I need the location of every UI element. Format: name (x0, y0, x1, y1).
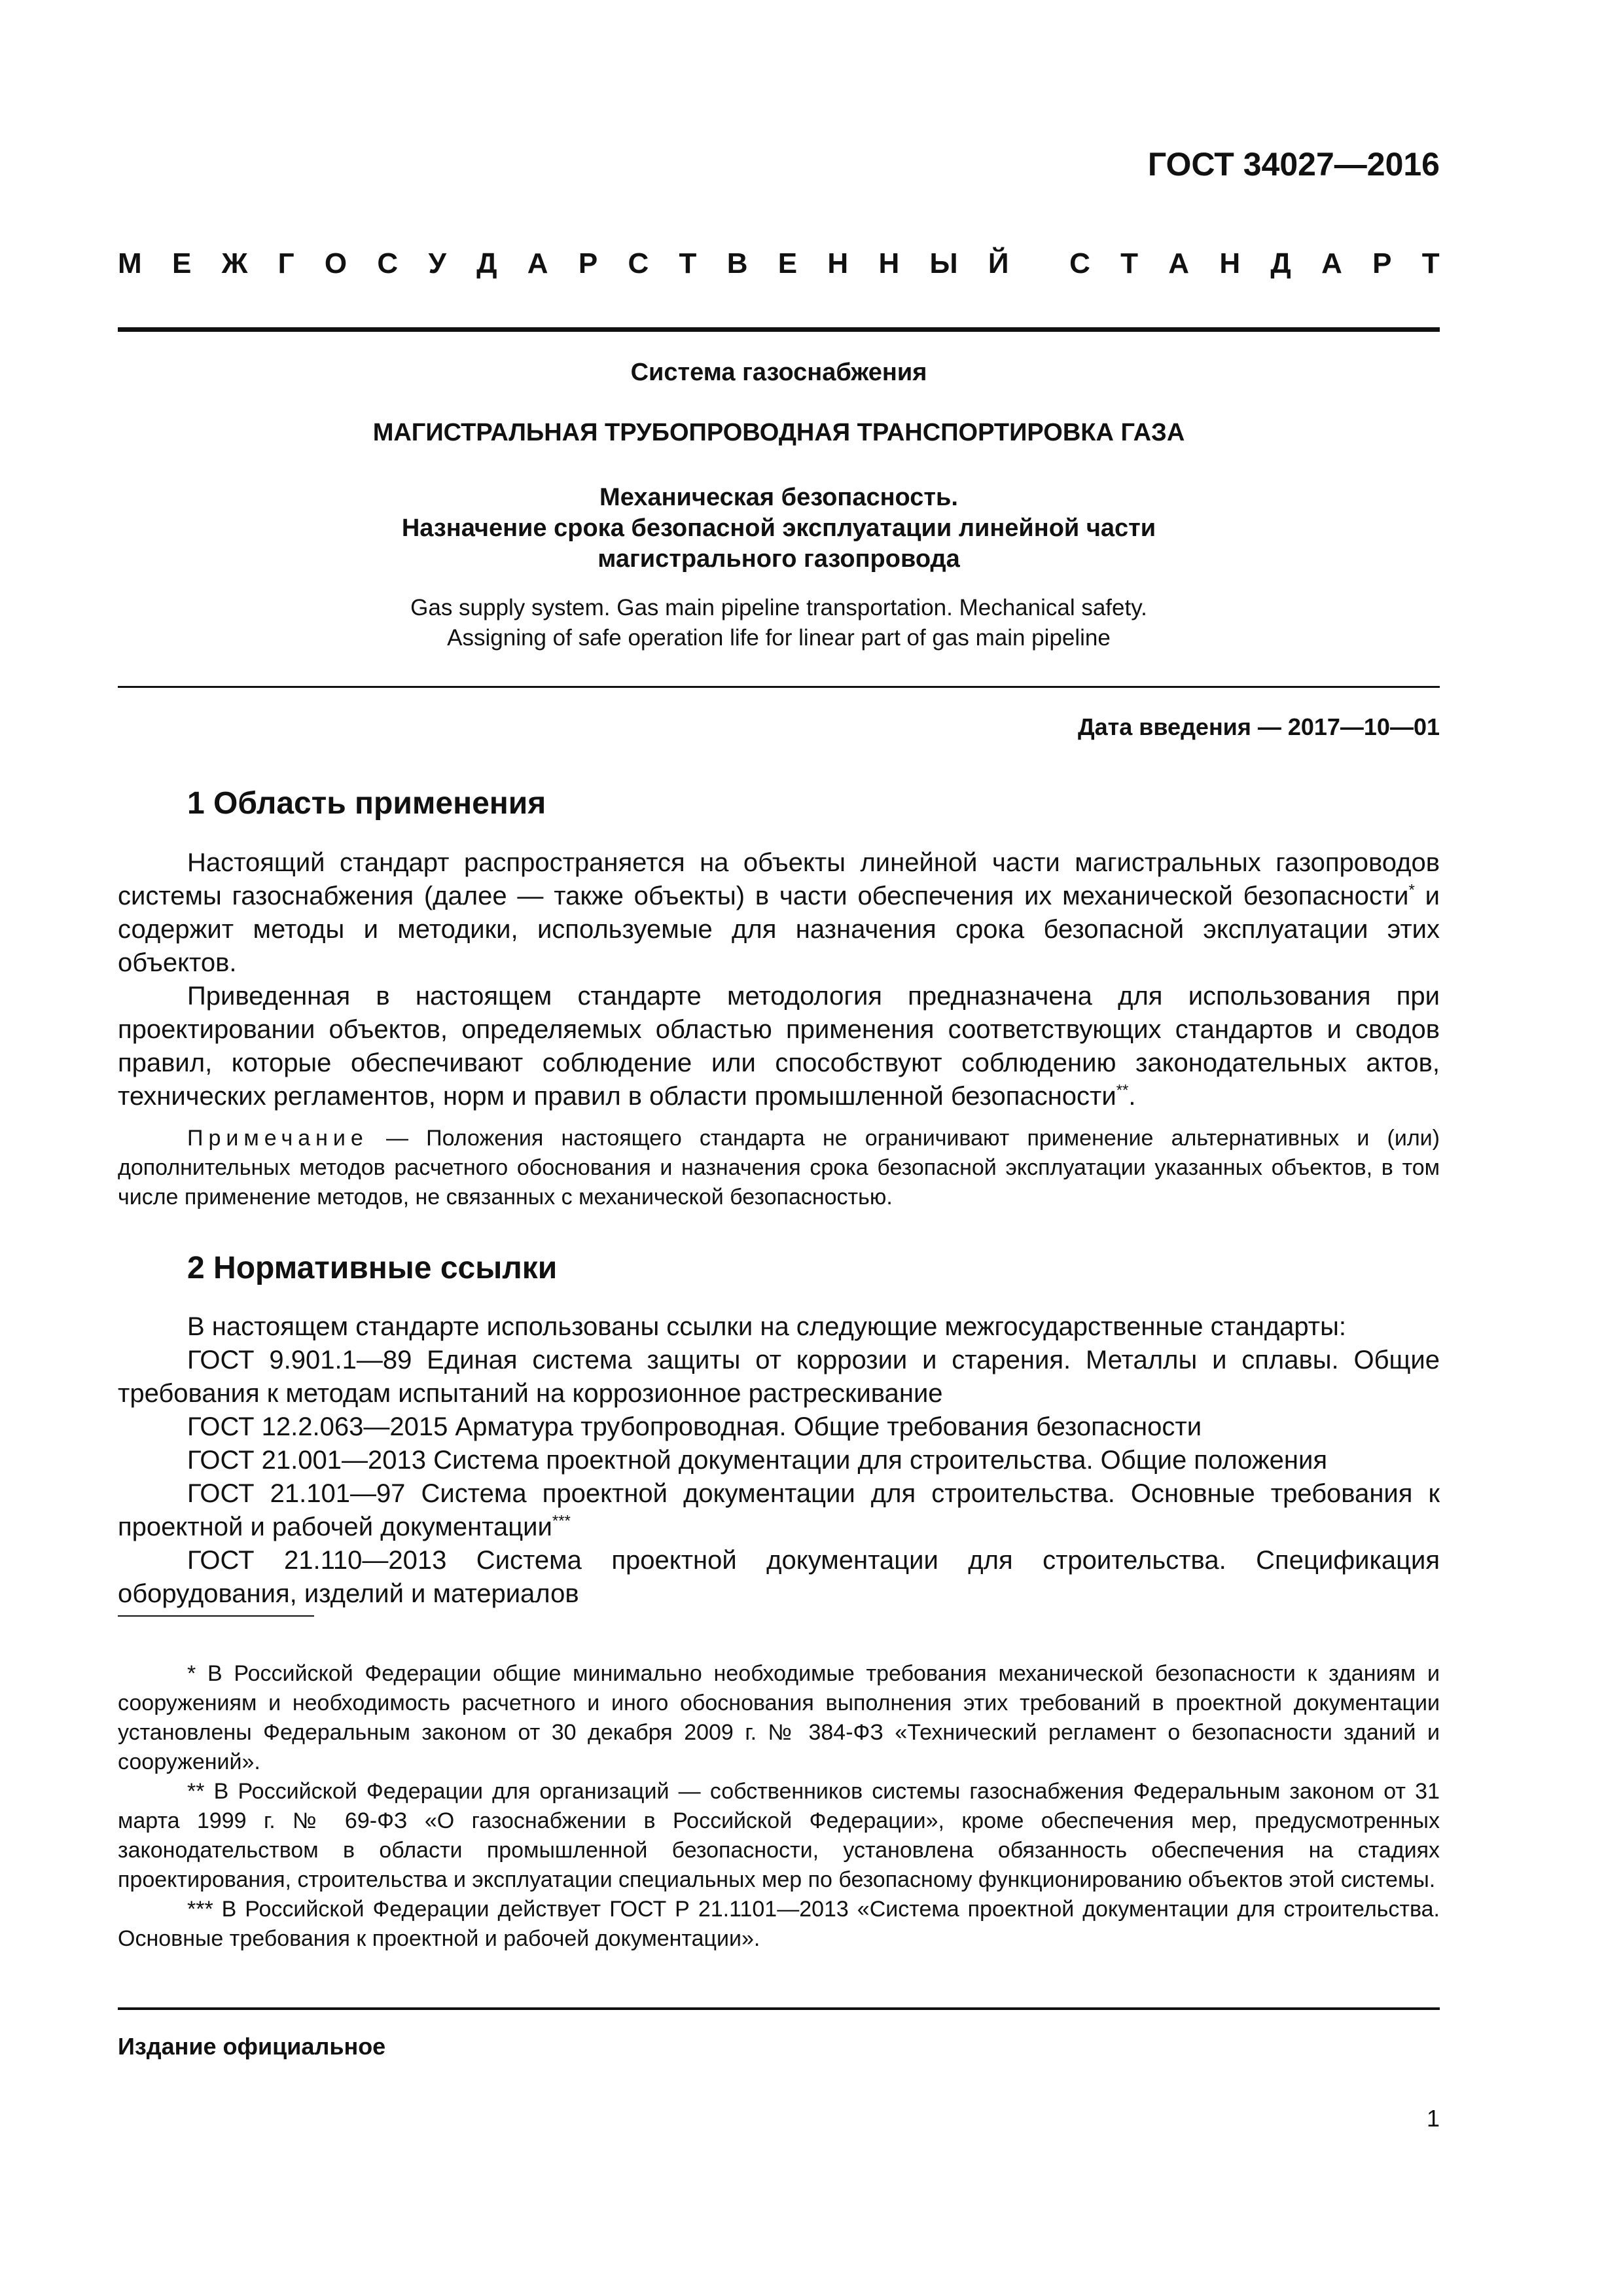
banner-letter: С (377, 247, 399, 279)
english-title-line: Assigning of safe operation life for linear part of gas main pipeline (447, 625, 1111, 651)
system-title: Система газоснабжения (630, 359, 927, 386)
banner-letter: Е (171, 247, 192, 279)
sub-title-line: Назначение срока безопасной эксплуатации линейной части (401, 514, 1156, 542)
document-number: ГОСТ 34027—2016 (1147, 146, 1440, 183)
banner-letter: Н (878, 247, 900, 279)
banner-letter: Й (988, 247, 1009, 279)
footnote: * В Российской Федерации общие минимально необходимые требования механической безопасности к зданиям и сооружениям и необходимость расчетного и иного обоснования выполнения этих требований в проектной документации установлены Федеральным законом от 30 декабря 2009 г. № 384-ФЗ «Технический регламент о безопасности зданий и сооружений». (118, 1661, 1440, 1774)
official-edition-label: Издание официальное (118, 2033, 386, 2060)
section-1-note (118, 1124, 1440, 1212)
banner-letter: В (726, 247, 748, 279)
banner-letter: Н (1219, 247, 1241, 279)
footnote: ** В Российской Федерации для организаций — собственников системы газоснабжения Федеральным законом от 31 марта 1999 г. № 69-ФЗ «О газоснабжении в Российской Федерации», кроме обеспечения мер, предусмотренных законодательством в области промышленной безопасности, установлена обязанность обеспечения на стадиях проектирования, строительства и эксплуатации специальных мер по безопасному функционированию объектов этой системы. (118, 1779, 1440, 1892)
reference-item: ГОСТ 12.2.063—2015 Арматура трубопроводная. Общие требования безопасности (187, 1412, 1202, 1441)
footnote-mark: ** (1116, 1081, 1129, 1100)
paragraph: Приведенная в настоящем стандарте методология предназначена для использования при проектировании объектов, определяемых областью применения соответствующих стандартов и сводов правил, которые обеспечивают соблюдение или способствуют соблюдению законодательных актов, технических регламентов, норм и правил в области промышленной безопасности**. (118, 982, 1440, 1111)
banner-letter: Д (1270, 247, 1291, 279)
banner-letter: У (428, 247, 446, 279)
reference-item: ГОСТ 21.101—97 Система проектной документации для строительства. Основные требования к проектной и рабочей документации*** (118, 1479, 1440, 1541)
introduction-date: Дата введения — 2017—10—01 (1077, 713, 1440, 740)
title-rule (118, 686, 1440, 688)
banner-letter: Е (777, 247, 798, 279)
reference-item: ГОСТ 21.110—2013 Система проектной документации для строительства. Спецификация оборудования, изделий и материалов (118, 1546, 1440, 1608)
reference-item: ГОСТ 9.901.1—89 Единая система защиты от коррозии и старения. Металлы и сплавы. Общие требования к методам испытаний на коррозионное растрескивание (118, 1346, 1440, 1408)
english-title (118, 593, 1440, 653)
main-title: МАГИСТРАЛЬНАЯ ТРУБОПРОВОДНАЯ ТРАНСПОРТИРОВКА ГАЗА (372, 419, 1185, 446)
banner-letter: А (1168, 247, 1190, 279)
banner-letter: Р (1372, 247, 1392, 279)
banner-letter: Ж (221, 247, 248, 279)
section-1-heading: 1 Область применения (187, 786, 546, 821)
paragraph: Настоящий стандарт распространяется на объекты линейной части магистральных газопроводов системы газоснабжения (далее — также объекты) в части обеспечения их механической безопасности* и содержит методы и методики, используемые для назначения срока безопасной эксплуатации этих объектов. (118, 848, 1440, 977)
footnotes (118, 1659, 1440, 1954)
english-title-line: Gas supply system. Gas main pipeline transportation. Mechanical safety. (410, 595, 1147, 620)
footnote-mark: *** (552, 1512, 571, 1530)
banner-letter: Ы (929, 247, 958, 279)
banner-letter: А (527, 247, 548, 279)
references-intro: В настоящем стандарте использованы ссылки на следующие межгосударственные стандарты: (187, 1312, 1346, 1341)
banner-letter: С (1069, 247, 1090, 279)
section-2-heading: 2 Нормативные ссылки (187, 1251, 558, 1285)
banner-letter: Т (1120, 247, 1139, 279)
banner-letter: А (1321, 247, 1342, 279)
banner-letter: Т (1421, 247, 1440, 279)
banner-letter: Д (476, 247, 497, 279)
footnote: *** В Российской Федерации действует ГОСТ Р 21.1101—2013 «Система проектной документации для строительства. Основные требования к проектной и рабочей документации». (118, 1897, 1440, 1951)
banner-letter: С (628, 247, 649, 279)
footnote-separator (118, 1615, 314, 1617)
banner-letter: М (118, 247, 142, 279)
banner-letter: О (324, 247, 348, 279)
sub-title-line: Механическая безопасность. (599, 484, 958, 511)
banner-letter: Г (277, 247, 294, 279)
banner-letter: Р (578, 247, 598, 279)
note-text: — Положения настоящего стандарта не ограничивают применение альтернативных и (или) дополнительных методов расчетного обоснования и назначения срока безопасной эксплуатации указанных объектов, в том числе применение методов, не связанных с механической безопасностью. (118, 1126, 1440, 1210)
sub-title-line: магистрального газопровода (597, 545, 960, 573)
header-rule-thick (118, 327, 1440, 332)
footer-rule (118, 2007, 1440, 2010)
section-1-body (118, 846, 1440, 1113)
normative-references (118, 1310, 1440, 1611)
banner-letter: Т (679, 247, 697, 279)
banner-letter: Н (827, 247, 849, 279)
note-label: Примечание (187, 1126, 368, 1151)
page-number: 1 (1426, 2105, 1440, 2132)
footnote-mark: * (1408, 881, 1415, 899)
reference-item: ГОСТ 21.001—2013 Система проектной документации для строительства. Общие положения (187, 1446, 1328, 1475)
standard-type-banner (118, 247, 1440, 287)
sub-title (118, 482, 1440, 575)
